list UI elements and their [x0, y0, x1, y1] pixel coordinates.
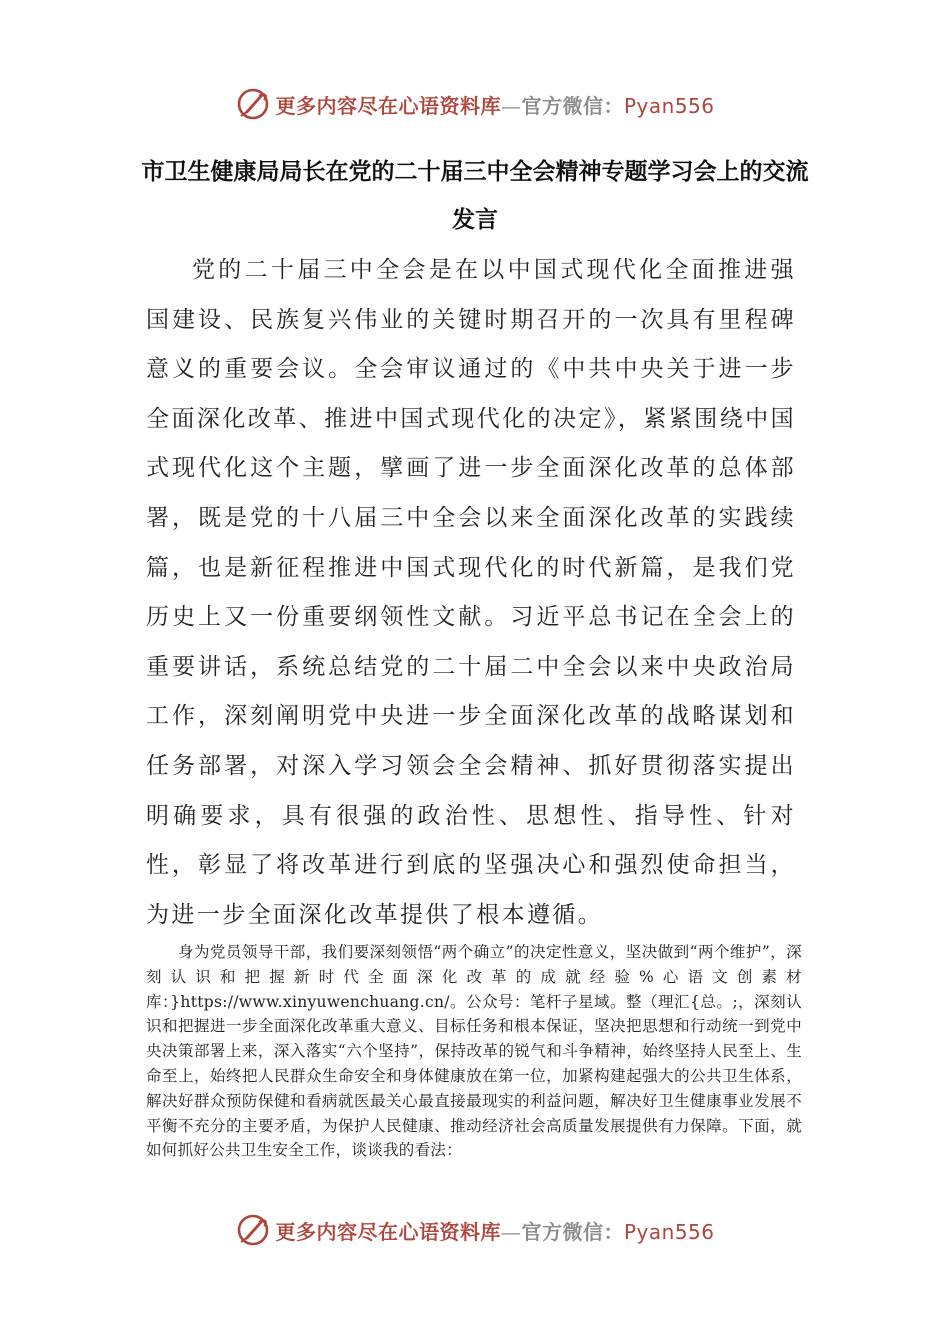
quill-logo-icon — [235, 1212, 271, 1248]
footer-watermark — [0, 1208, 950, 1252]
header-watermark — [0, 82, 950, 126]
watermark-site-text: 更多内容尽在心语资料库 — [275, 93, 501, 118]
body-paragraph-2: 身为党员领导干部，我们要深刻领悟“两个确立”的决定性意义，坚决做到“两个维护”，深刻认识和把握新时代全面深化改革的成就经验%心语文创素材库：}https://www.xinyuwenchuang.cn/。公众号：笔杆子星域。整（理汇{总。;，深刻认识和把握进一步全面深化改革重大意义、目标任务和根本保证，坚决把思想和行动统一到党中央决策部署上来，深入落实“六个坚持”，保持改革的锐气和斗争精神，始终坚持人民至上、生命至上，始终把人民群众生命安全和身体健康放在第一位，加紧构建起强大的公共卫生体系，解决好群众预防保健和看病就医最关心最直接最现实的利益问题，解决好卫生健康事业发展不平衡不充分的主要矛盾，为保护人民健康、推动经济社会高质量发展提供有力保障。下面，就如何抓好公共卫生安全工作，谈谈我的看法： — [146, 943, 802, 1160]
watermark-dash: — — [500, 93, 522, 118]
watermark-site-text: 更多内容尽在心语资料库 — [275, 1219, 501, 1244]
watermark-wechat-label: 官方微信： — [521, 1219, 624, 1244]
watermark-handle: Pyan556 — [623, 1219, 715, 1244]
body-paragraph-1: 党的二十届三中全会是在以中国式现代化全面推进强国建设、民族复兴伟业的关键时期召开的一次具有里程碑意义的重要会议。全会审议通过的《中共中央关于进一步全面深化改革、推进中国式现代化的决定》，紧紧围绕中国式现代化这个主题，擘画了进一步全面深化改革的总体部署，既是党的十八届三中全会以来全面深化改革的实践续篇，也是新征程推进中国式现代化的时代新篇，是我们党历史上又一份重要纲领性文献。习近平总书记在全会上的重要讲话，系统总结党的二十届二中全会以来中央政治局工作，深刻阐明党中央进一步全面深化改革的战略谋划和任务部署，对深入学习领会全会精神、抓好贯彻落实提出明确要求，具有很强的政治性、思想性、指导性、针对性，彰显了将改革进行到底的坚强决心和强烈使命担当，为进一步全面深化改革提供了根本遵循。 — [146, 257, 796, 928]
document-title: 市卫生健康局局长在党的二十届三中全会精神专题学习会上的交流发言 — [141, 159, 809, 233]
watermark-handle: Pyan556 — [623, 93, 715, 118]
watermark-dash: — — [500, 1219, 522, 1244]
watermark-wechat-label: 官方微信： — [521, 93, 624, 118]
quill-logo-icon — [235, 86, 271, 122]
